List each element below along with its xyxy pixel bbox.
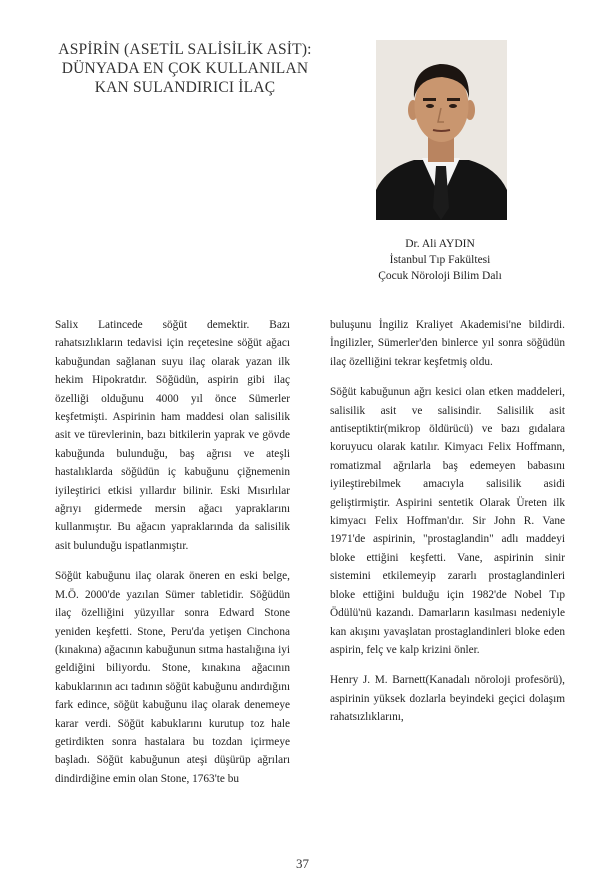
right-column (330, 316, 565, 739)
author-institution: İstanbul Tıp Fakültesi (389, 254, 491, 266)
paragraph: Söğüt kabuğunun ağrı kesici olan etken maddeleri, salisilik asit ve salisindir. Salisilik asit antiseptiktir(mikrop öldürücü) ve bazı gıdalara koruyucu olarak katılır. Kimyacı Felix Hoffmann, romatizmal ağrılarla baş edemeyen babasını iyileştirebilmek amacıyla salisilik asidi geliştirmiştir. Aspirini sentetik Olarak Üreten ilk kimyacı Felix Hoffman'dır. Sir John R. Vane 1971'de aspirinin, "prostaglandin" adlı maddeyi bloke ettiğini keşfetti. Vane, aspirinin sinir sistemini etkilemeyip zararlı prostaglandinleri bloke ettiğini bulduğu için 1982'de Nobel Tıp Ödülü'nü kazandı. Damarların kasılması nedeniyle kan akışını yavaşlatan prostaglandinleri bloke eden aspirin, felç ve kalp krizini önler. (330, 386, 565, 656)
author-portrait-illustration (376, 40, 507, 220)
title-line-2: DÜNYADA EN ÇOK KULLANILAN (61, 60, 309, 77)
paragraph: Salix Latincede söğüt demektir. Bazı rahatsızlıkların tedavisi için reçetesine söğüt ağacı kabuğundan sağlanan suyu ilaç olarak yazan ilk hekim Hipokratdır. Söğüdün, aspirin gibi ilaç özelliği olduğunu 4000 yıl önce Sümerler keşfetmişti. Aspirinin ham maddesi olan salisilik asit ve türevlerinin, bazı bitkilerin yaprak ve gövde kabuğunda bulunduğu, baş ağrısı ve ateşli hastalıklarda söğüdün iç kabuğunu çiğnemenin iyileştirici etkisi yıllardır bilinir. Eski Mısırlılar ağrıyı gidermede mersin ağacı yapraklarını kullanmıştır. Bu ağacın yapraklarında da salisilik asit bulunduğu ispatlanmıştır. (55, 319, 290, 552)
title-line-1: ASPİRİN (ASETİL SALİSİLİK ASİT): (58, 41, 312, 58)
article-title (50, 40, 320, 97)
title-line-3: KAN SULANDIRICI İLAÇ (94, 79, 276, 96)
left-column (55, 316, 290, 800)
author-photo (376, 40, 507, 220)
author-name: Dr. Ali AYDIN (405, 238, 475, 250)
author-info (350, 236, 530, 284)
paragraph: buluşunu İngiliz Kraliyet Akademisi'ne bildirdi. İngilizler, Sümerler'den binlerce yıl sonra söğüdün ilaç özelliğini tekrar keşfetmiş oldu. (330, 319, 565, 368)
author-department: Çocuk Nöroloji Bilim Dalı (378, 270, 502, 282)
paragraph: Henry J. M. Barnett(Kanadalı nöroloji profesörü), aspirinin yüksek dozlarla beyindeki geçici dolaşım rahatsızlıklarını, (330, 674, 565, 724)
paragraph: Söğüt kabuğunu ilaç olarak öneren en eski belge, M.Ö. 2000'de yazılan Sümer tabletidir. Söğüdün ilaç özelliğini yüzyıllar sonra Edward Stone yeniden keşfetti. Stone, Peru'da yetişen Cinchona (kınakına) ağacının kabuğunun sıtma hastalığına iyi geldiğini biliyordu. Stone, kınakına ağacının kabuklarının acı tadının söğüt kabuğunu andırdığını fark edince, söğüt kabuğunu ilaç olarak denemeye karar verdi. Söğüt kabuklarını kurutup toz hale getirdikten sonra hastalara bu tozdan içirmeye başladı. Söğüt kabuğunun ateşi düşürüp ağrıları dindirdiğine emin olan Stone, 1763'te bu (55, 570, 290, 785)
page-number: 37 (296, 856, 309, 871)
